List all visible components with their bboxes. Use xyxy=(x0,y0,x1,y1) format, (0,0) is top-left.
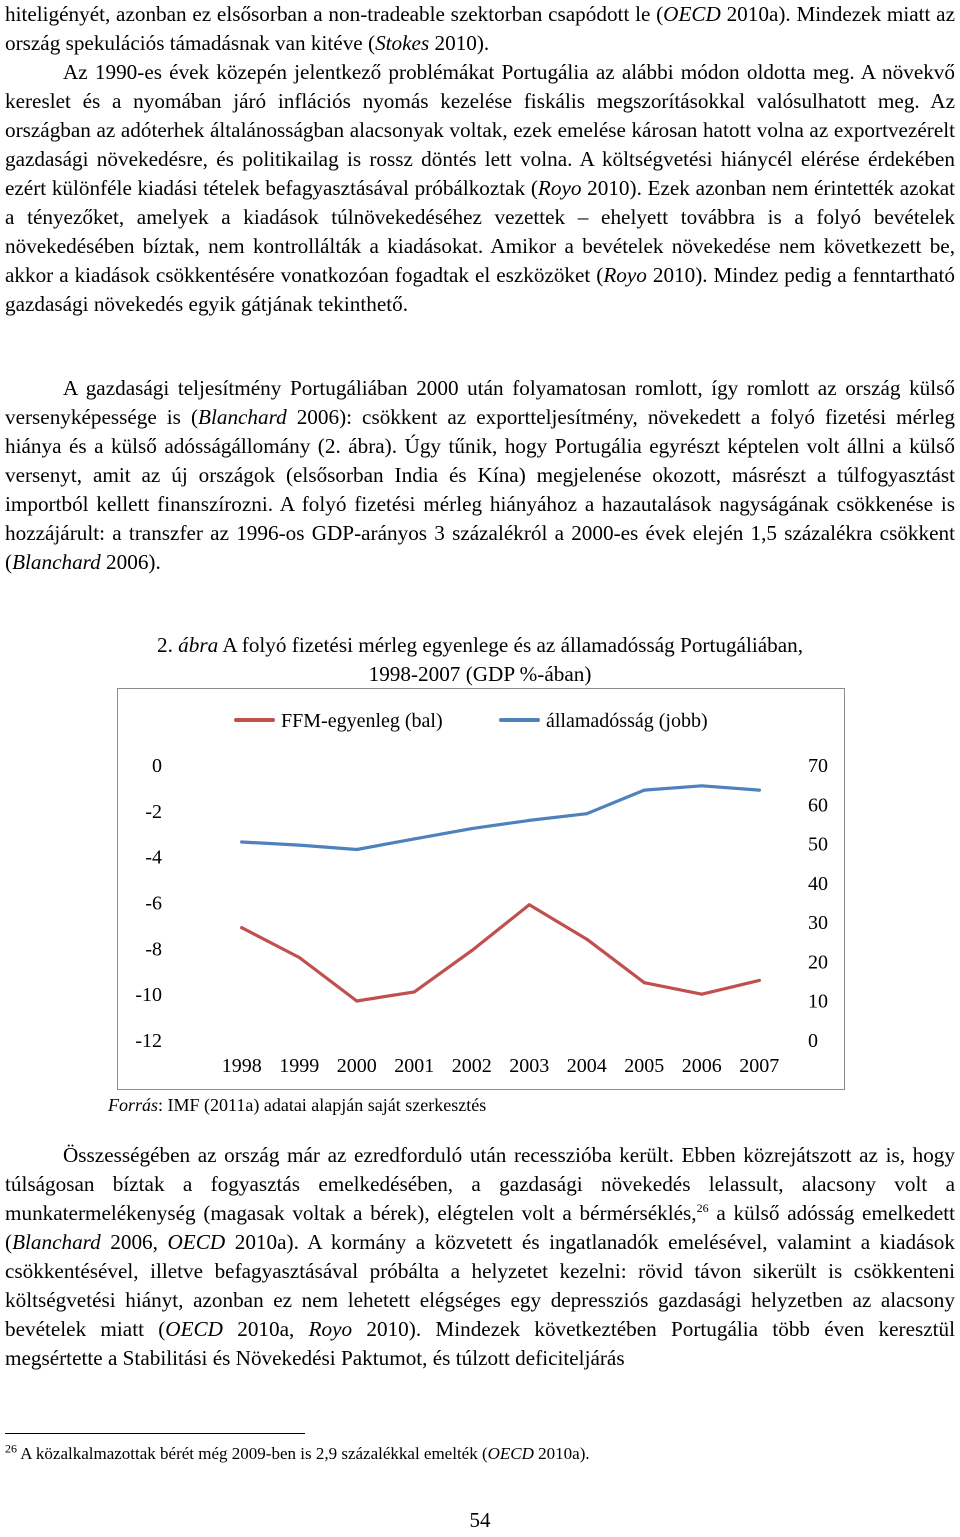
right-axis-tick-label: 10 xyxy=(808,990,828,1013)
x-axis-tick-label: 2005 xyxy=(624,1055,665,1077)
data-point xyxy=(240,840,243,843)
data-point xyxy=(700,784,703,787)
figure-caption-line2: 1998-2007 (GDP %-ában) xyxy=(368,662,592,686)
data-point xyxy=(585,938,588,941)
figure-caption: 2. ábra A folyó fizetési mérleg egyenlege és az államadósság Portugáliában, xyxy=(156,633,804,657)
right-axis-tick-label: 50 xyxy=(808,833,828,856)
left-axis-tick-label: -10 xyxy=(135,984,162,1007)
left-axis-tick-label: -4 xyxy=(145,846,162,869)
footnote-ref: 26 xyxy=(696,1200,709,1215)
data-point xyxy=(298,844,301,847)
right-axis-tick-label: 60 xyxy=(808,794,828,817)
x-axis-tick-label: 2007 xyxy=(739,1055,780,1077)
right-axis-tick-label: 70 xyxy=(808,755,828,777)
x-axis-tick-label: 2002 xyxy=(451,1055,492,1077)
paragraph-continuation: hiteligényét, azonban ez elsősorban a non-tradeable szektorban csapódott le (OECD 2010a). Mindezek miatt az ország spekulációs támadásnak van kitéve (Stokes 2010). xyxy=(5,2,955,55)
data-point xyxy=(355,848,358,851)
paragraph-competitiveness: A gazdasági teljesítmény Portugáliában 2000 után folyamatosan romlott, így romlott az ország külső versenyképessége is (Blanchard 2006): csökkent az exportteljesítmény, növekedett a folyó fizetési mérleg hiánya és a külső adósságállomány (2. ábra). Úgy tűnik, hogy Portugália egyrészt képtelen volt állni a külső versenyt, amit az új országok (elsősorban India és Kína) megjelenése okozott, másrészt a túlfogyasztást importból kellett finanszírozni. A folyó fizetési mérleg hiányához a hazautalások nagyságának csökkenése is hozzájárult: a transzfer az 1996-os GDP-arányos 3 százalékról a 2000-es évek elején 1,5 százalékra csökkent (Blanchard 2006). xyxy=(5,376,956,574)
citation: OECD xyxy=(167,1230,226,1254)
x-axis-tick-label: 2001 xyxy=(394,1055,435,1077)
data-point xyxy=(355,999,358,1002)
x-axis-tick-label: 1998 xyxy=(221,1055,262,1077)
x-axis-tick-label: 2006 xyxy=(681,1055,722,1077)
legend-label: FFM-egyenleg (bal) xyxy=(281,710,443,732)
citation: Blanchard xyxy=(198,405,287,429)
chart-container xyxy=(117,688,845,1090)
citation: Royo xyxy=(603,263,647,287)
right-axis-tick-label: 0 xyxy=(808,1030,818,1052)
data-point xyxy=(643,981,646,984)
right-axis-tick-label: 20 xyxy=(808,951,828,974)
citation: Royo xyxy=(308,1317,353,1341)
series-line-ffm xyxy=(242,905,760,1001)
citation: Blanchard xyxy=(12,1230,101,1254)
data-point xyxy=(585,812,588,815)
left-axis-tick-label: 0 xyxy=(152,755,162,777)
citation: Blanchard xyxy=(12,550,101,574)
citation: Royo xyxy=(537,176,582,200)
x-axis-tick-label: 1999 xyxy=(279,1055,320,1077)
data-point xyxy=(643,789,646,792)
data-point xyxy=(413,990,416,993)
page-number: 54 xyxy=(469,1508,491,1532)
paragraph-recession: Összességében az ország már az ezredforduló után recesszióba került. Ebben közrejátszott az is, hogy túlságosan bíztak a fogyasztás emelkedésében, a gazdasági növekedés lelassult, alacsony volt a munkatermelékenység (magasak voltak a bérek), elégtelen volt a bérmérséklés,$^{26}$ a külső adósság emelkedett (Blanchard 2006, OECD 2010a). A kormány a közvetett és ingatlanadók emelésével, valamint a kiadások csökkentésével, illetve befagyasztásával próbálta a helyzetet kezelni: rövid távon sikerült is csökkenteni költségvetési hiányt, azonban ez nem lehetett elégséges egy depressziós gazdasági helyzetben az alacsony bevételek miatt (OECD 2010a, Royo 2010). Mindezek következtében Portugália több éven keresztül megsértette a Stabilitási és Növekedési Paktumot, és túlzott deficiteljárás xyxy=(5,1143,955,1370)
data-point xyxy=(240,926,243,929)
citation: OECD xyxy=(165,1317,223,1341)
figure-source: Forrás: IMF (2011a) adatai alapján saját szerkesztés xyxy=(108,1095,487,1115)
right-axis-tick-label: 30 xyxy=(808,912,828,935)
x-axis-tick-label: 2000 xyxy=(336,1055,377,1077)
data-point xyxy=(758,979,761,982)
legend-label: államadósság (jobb) xyxy=(546,710,708,732)
paragraph-fiscal-policy: Az 1990-es évek közepén jelentkező problémákat Portugália az alábbi módon oldotta meg. A növekvő kereslet és a nyomában járó inflációs nyomás kezelése fiskális megszorításokkal valósulhatott meg. Az országban az adóterhek általánosságban alacsonyak voltak, ezek emelése károsan hatott volna az exportvezérelt gazdasági növekedésre, és politikailag is rossz döntés lett volna. A költségvetési hiánycél elérése érdekében ezért különféle kiadási tételek befagyasztásával próbálkoztak (Royo 2010). Ezek azonban nem érintették azokat a tényezőket, amelyek a kiadások túlnövekedéséhez vezettek – ehelyett továbbra is a folyó bevételek növekedésében bíztak, nem kontrollálták a kiadásokat. Amikor a bevételek növekedése nem következett be, akkor a kiadások csökkentésére vonatkozóan fogadtak el eszközöket (Royo 2010). Mindez pedig a fenntartható gazdasági növekedés egyik gátjának tekinthető. xyxy=(5,60,955,316)
footnote: $^{26}$ A közalkalmazottak bérét még 2009-ben is 2,9 százalékkal emelték (OECD 2010a). xyxy=(5,1441,590,1463)
chart-svg xyxy=(118,689,846,1091)
data-point xyxy=(700,993,703,996)
series-line-debt xyxy=(242,786,760,850)
citation: OECD xyxy=(663,2,721,26)
data-point xyxy=(298,956,301,959)
x-axis-tick-label: 2004 xyxy=(566,1055,607,1077)
data-point xyxy=(758,789,761,792)
data-point xyxy=(470,827,473,830)
x-axis-tick-label: 2003 xyxy=(509,1055,550,1077)
citation: Stokes xyxy=(375,31,430,55)
left-axis-tick-label: -6 xyxy=(145,892,162,915)
right-axis-tick-label: 40 xyxy=(808,872,828,895)
left-axis-tick-label: -8 xyxy=(145,938,162,961)
left-axis-tick-label: -2 xyxy=(145,800,162,823)
footnote-divider xyxy=(5,1433,305,1434)
left-axis-tick-label: -12 xyxy=(135,1030,162,1052)
data-point xyxy=(528,903,531,906)
data-point xyxy=(413,837,416,840)
data-point xyxy=(528,819,531,822)
data-point xyxy=(470,949,473,952)
